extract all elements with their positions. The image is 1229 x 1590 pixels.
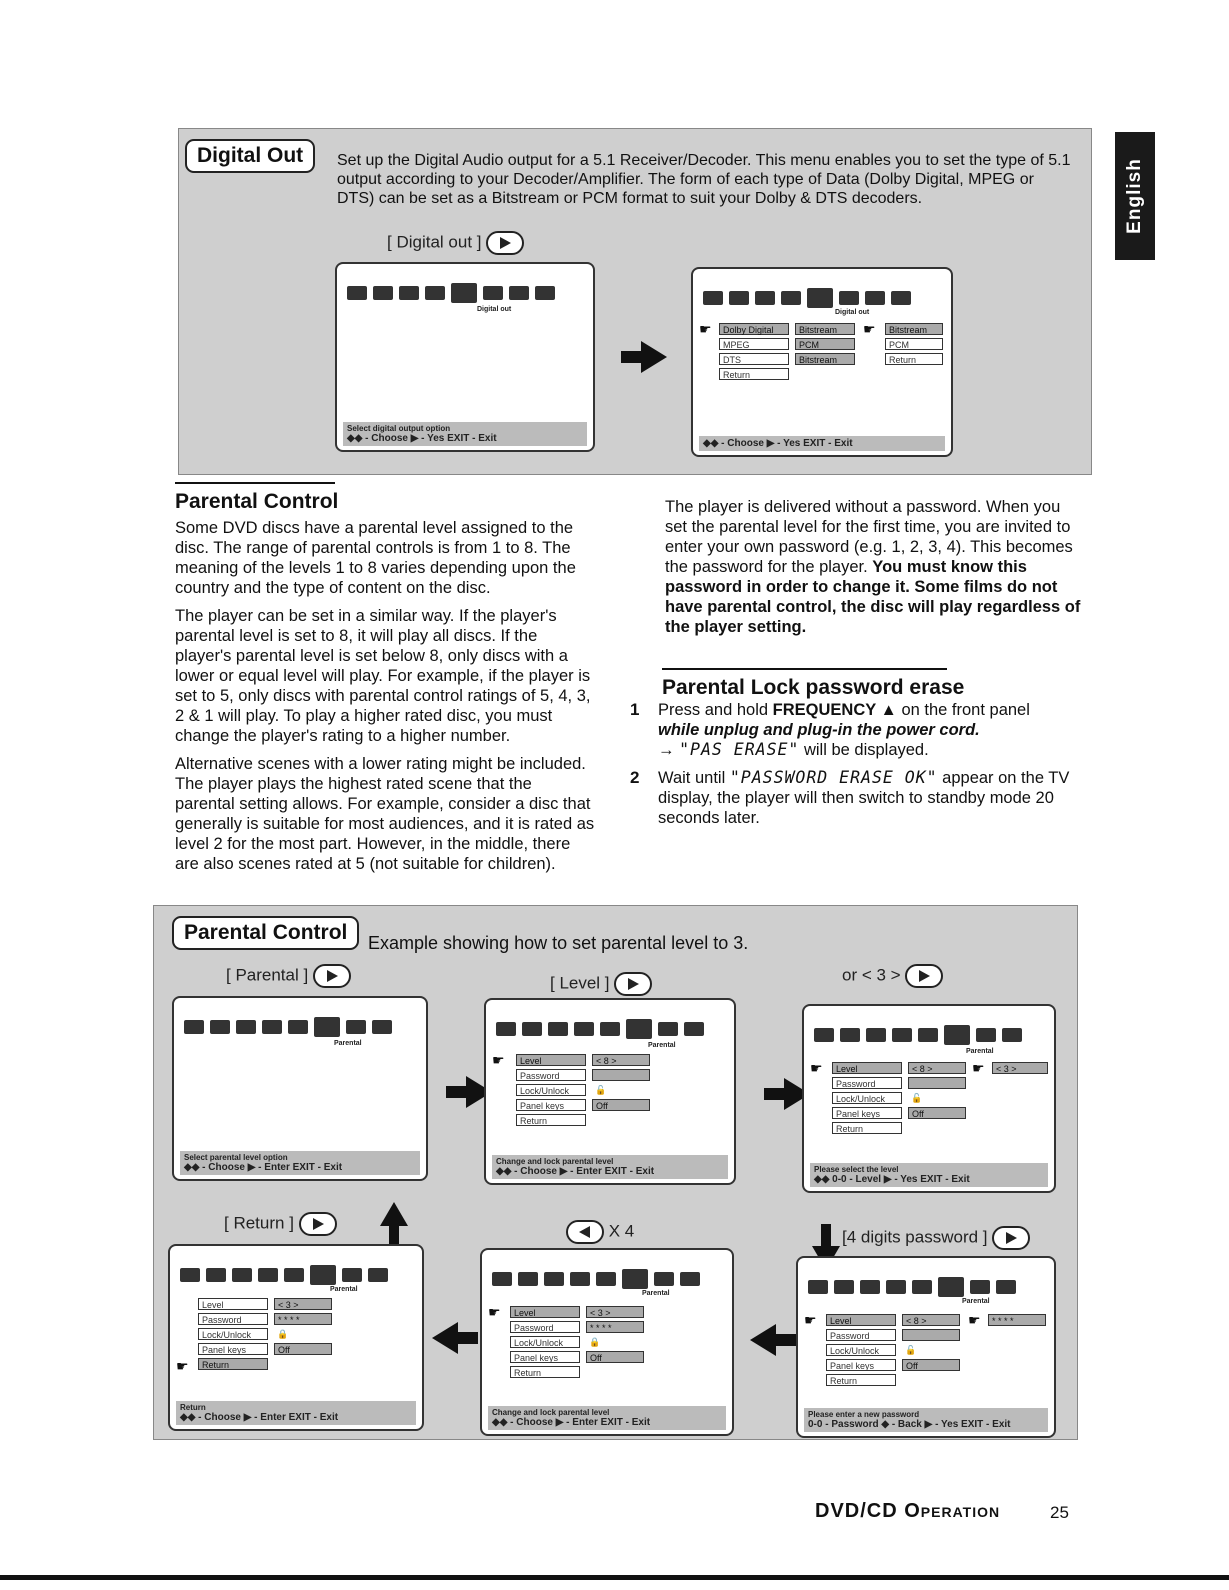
parental-panel-description: Example showing how to set parental level to 3. xyxy=(368,933,749,953)
screen-footer: ◆◆ - Choose ▶ - Yes EXIT - Exit xyxy=(699,436,945,451)
digital-out-description: Set up the Digital Audio output for a 5.1 Receiver/Decoder. This menu enables you to set the type of 5.1 output according to your Decoder/Amplifier. The form of each type of Data (Dolby Digital, MPEG or DTS) can be set as a Bitstream or PCM format to suit your Dolby & DTS decoders. xyxy=(337,152,1071,207)
footer-section-title: DVD/CD Operation xyxy=(815,1500,1001,1522)
password-erase-section xyxy=(662,668,1082,700)
parental-control-section xyxy=(175,482,595,874)
caption-password: [4 digits password ] xyxy=(842,1226,1030,1250)
caption-x4: X 4 xyxy=(566,1220,634,1244)
screen-footer: Select parental level option ◆◆ - Choose ▶ - Enter EXIT - Exit xyxy=(180,1151,420,1175)
arrow-left-icon xyxy=(750,1324,776,1356)
language-tab-label: English xyxy=(1124,158,1145,234)
paragraph: Alternative scenes with a lower rating might be included. The player plays the highest rated scene that the parental setting allows. For example, consider a disc that generally is suitable for most audiences, and it is rated as level 2 for the most part. However, in the middle, there are also scenes rated at 5 (not suitable for children). xyxy=(175,755,595,873)
format-menu: Dolby Digital MPEG DTS Return xyxy=(719,323,789,383)
screen-label: Digital out xyxy=(835,309,870,316)
play-button-icon xyxy=(486,231,524,255)
digital-out-screen-2 xyxy=(691,267,953,457)
screen-footer: Please select the level ◆◆ 0-0 - Level ▶ - Yes EXIT - Exit xyxy=(810,1163,1048,1187)
arrow-right-icon xyxy=(641,341,667,373)
step-1: 1 Press and hold FREQUENCY ▲ on the front panel while unplug and plug-in the power cord. → "PAS ERASE" will be displayed. xyxy=(630,700,1030,759)
pointer-hand-icon: ☛ xyxy=(492,1052,505,1068)
screen-label: Digital out xyxy=(477,306,512,313)
section-heading: Parental Control xyxy=(175,482,335,514)
screen-footer: Select digital output option ◆◆ - Choose ▶ - Yes EXIT - Exit xyxy=(343,422,587,446)
menu-icon-row xyxy=(703,287,941,309)
caption-parental: [ Parental ] xyxy=(226,964,351,988)
screen-footer: Return ◆◆ - Choose ▶ - Enter EXIT - Exit xyxy=(176,1401,416,1425)
arrow-left-icon xyxy=(432,1322,458,1354)
pointer-hand-icon: ☛ xyxy=(699,321,712,337)
menu-icon-row xyxy=(347,282,583,304)
paragraph: The player can be set in a similar way. If the player's parental level is set to 8, it will play all discs. If the player's parental level is set below 8, only discs with a lower or equal level will play. For example, if the player is set to 5, only discs with parental control ratings of 5, 4, 3, 2 & 1 will play. To play a higher rated disc, you must change the player's rating to a higher number. xyxy=(175,607,591,745)
digital-out-screen-1 xyxy=(335,262,595,452)
parental-screen-2: Parental ☛ Level Password Lock/Unlock Panel keys Return < 8 > 🔓 Off Change and lock parental level ◆◆ - Choose ▶ - Enter EXIT - Exit xyxy=(484,998,736,1185)
screen-footer: Please enter a new password 0-0 - Password ◆ - Back ▶ - Yes EXIT - Exit xyxy=(804,1408,1048,1432)
caption-level: [ Level ] xyxy=(550,972,652,996)
parental-screen-5: Parental ☛ Level Password Lock/Unlock Panel keys Return < 3 > * * * * 🔒 Off Change and lock parental level ◆◆ - Choose ▶ - Enter EXIT - Exit xyxy=(480,1248,734,1436)
step-2: 2 Wait until "PASSWORD ERASE OK" appear on the TV display, the player will then switch to standby mode 20 seconds later. xyxy=(630,768,1070,827)
digital-out-caption: [ Digital out ] xyxy=(387,231,524,255)
parental-screen-3: Parental ☛ Level Password Lock/Unlock Panel keys Return < 8 > 🔓 Off ☛ < 3 > Please select the level ◆◆ 0-0 - Level ▶ - Yes EXIT - Exit xyxy=(802,1004,1056,1193)
caption-select-level: or < 3 > xyxy=(842,964,943,988)
footer-rule xyxy=(0,1575,1229,1580)
screen-footer: Change and lock parental level ◆◆ - Choose ▶ - Enter EXIT - Exit xyxy=(488,1406,726,1430)
screen-footer: Change and lock parental level ◆◆ - Choose ▶ - Enter EXIT - Exit xyxy=(492,1155,728,1179)
parental-screen-6: Parental ☛ Level Password Lock/Unlock Panel keys Return < 8 > 🔓 Off ☛ * * * * Please enter a new password 0-0 - Password ◆ - Back ▶ - Yes EXIT - Exit xyxy=(796,1256,1056,1438)
page-number: 25 xyxy=(1050,1503,1069,1522)
parental-panel xyxy=(153,905,1078,1440)
output-menu: Bitstream PCM Bitstream xyxy=(795,323,855,368)
parental-screen-4: Parental Level Password Lock/Unlock Panel keys Return < 3 > * * * * 🔒 Off ☛ Return ◆◆ - Choose ▶ - Enter EXIT - Exit xyxy=(168,1244,424,1431)
pointer-hand-icon: ☛ xyxy=(863,321,876,337)
digital-out-panel xyxy=(178,128,1092,475)
language-tab xyxy=(1115,132,1155,260)
password-paragraph: The player is delivered without a password. When you set the parental level for the first time, you are invited to enter your own password (e.g. 1, 2, 3, 4). This becomes the password for the player. You must know this password in order to change it. Some films do not have parental control, the disc will play regardless of the player setting. xyxy=(665,498,1081,636)
caption-return: [ Return ] xyxy=(224,1212,337,1236)
parental-screen-1: Parental Select parental level option ◆◆ - Choose ▶ - Enter EXIT - Exit xyxy=(172,996,428,1181)
section-heading: Parental Lock password erase xyxy=(662,668,947,700)
option-menu: Bitstream PCM Return xyxy=(885,323,943,368)
parental-panel-title: Parental Control xyxy=(172,916,359,950)
digital-out-title: Digital Out xyxy=(185,139,315,173)
paragraph: Some DVD discs have a parental level assigned to the disc. The range of parental controls is from 1 to 8. The meaning of the levels 1 to 8 varies depending upon the country and the type of content on the disc. xyxy=(175,519,576,597)
arrow-up-icon xyxy=(380,1202,408,1226)
